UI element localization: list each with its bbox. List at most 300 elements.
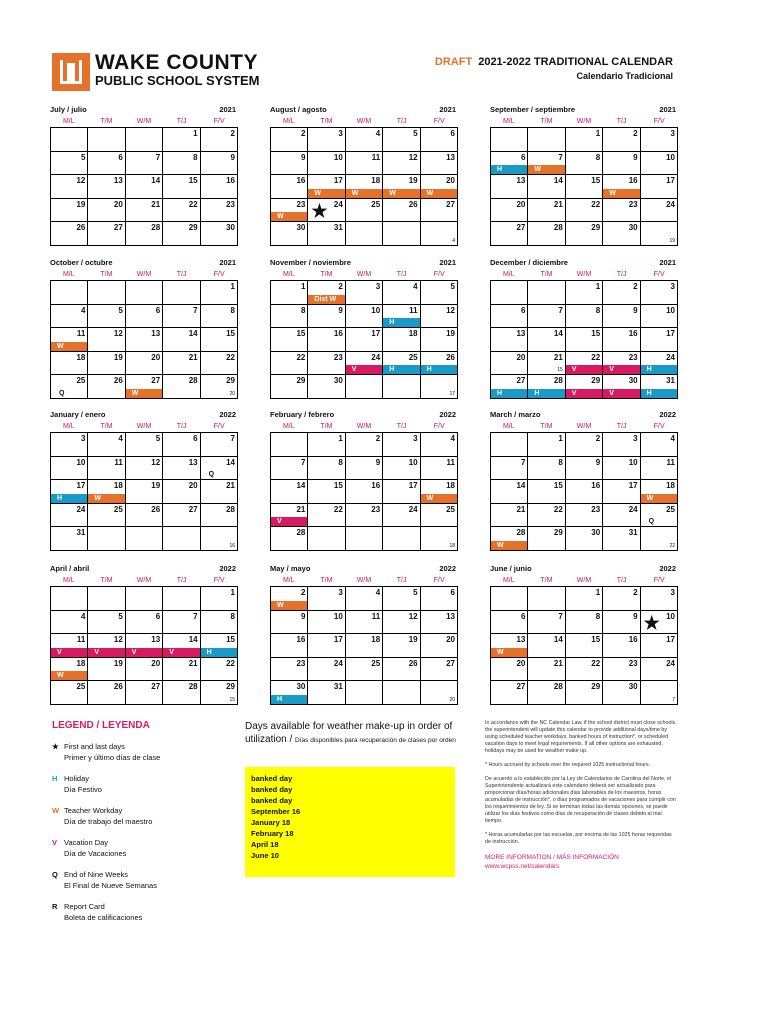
weekday-label: F/V	[653, 423, 665, 430]
day-number: 12	[408, 611, 418, 621]
day-cell	[383, 375, 420, 399]
day-number: 21	[188, 658, 198, 668]
day-cell	[491, 480, 528, 504]
day-cell	[308, 305, 345, 329]
day-number: 18	[666, 481, 675, 490]
legend-item	[52, 741, 232, 763]
day-cell	[491, 611, 528, 635]
weekday-label: T/J	[396, 271, 407, 278]
days-count: 19	[669, 237, 675, 244]
weather-makeup	[245, 720, 460, 877]
day-number: 16	[226, 176, 235, 185]
day-number: 23	[226, 199, 235, 209]
day-grid	[490, 280, 678, 399]
day-cell	[163, 281, 200, 305]
day-number: 21	[226, 481, 235, 490]
weekday-label: T/J	[396, 577, 407, 584]
weekday-label: W/M	[136, 271, 152, 278]
weekday-label: F/V	[653, 118, 665, 125]
note-3: De acuerdo a lo establecido por la Ley de Calendarios de Carolina del Norte, el Superintendente actualizará este calendario deberá ser actualizado para proporcionar días/horas adicionales días laborables de los maestros, horas acumuladas de instrucción*, o días programados de vacaciones para cumplir con los requerimientos de ley. Si se terminan todas las demás opciones, se puede utilizar los días festivos como días de recuperación de clases debido al mal tiempo.	[485, 776, 676, 824]
weekday-label: T/J	[396, 423, 407, 430]
day-type-tag: W	[421, 189, 457, 198]
day-cell	[163, 433, 200, 457]
day-number: 10	[666, 152, 675, 162]
day-cell	[421, 128, 458, 152]
day-number: 28	[516, 528, 526, 537]
day-cell	[491, 527, 528, 551]
day-cell	[163, 199, 200, 223]
day-number: 8	[338, 457, 343, 467]
day-cell	[421, 175, 458, 199]
day-number: 29	[591, 376, 601, 385]
day-cell	[528, 681, 565, 705]
day-cell	[346, 527, 383, 551]
day-cell	[271, 480, 308, 504]
month-name: March / marzo	[490, 410, 541, 419]
day-number: 16	[628, 329, 638, 338]
weather-day: January 18	[251, 818, 291, 827]
day-number: 21	[188, 352, 198, 362]
day-cell	[603, 328, 640, 352]
calendar-title	[435, 56, 673, 68]
day-cell	[566, 681, 603, 705]
day-cell	[566, 587, 603, 611]
weekday-label: F/V	[433, 577, 445, 584]
day-cell	[308, 433, 345, 457]
day-number: 8	[230, 305, 235, 315]
day-cell	[491, 457, 528, 481]
legend-item	[52, 805, 232, 827]
day-cell	[603, 504, 640, 528]
day-cell	[603, 634, 640, 658]
day-number: 11	[666, 457, 675, 467]
day-number: 16	[296, 176, 306, 185]
day-number: 26	[76, 223, 86, 232]
day-number: 11	[76, 635, 86, 644]
day-cell	[603, 128, 640, 152]
day-number: 3	[670, 588, 675, 597]
day-number: 21	[553, 658, 563, 668]
day-number: 24	[666, 352, 675, 362]
weekday-label: M/L	[62, 118, 75, 125]
weekday-label: T/J	[616, 423, 627, 430]
day-number: 14	[553, 329, 563, 338]
day-cell	[383, 457, 420, 481]
day-cell	[51, 681, 88, 705]
day-number: 23	[371, 504, 381, 514]
month-name: August / agosto	[270, 105, 327, 114]
weekday-label: W/M	[356, 118, 372, 125]
weekday-label: T/M	[540, 577, 553, 584]
org-title: WAKE COUNTY	[95, 51, 258, 74]
day-cell	[641, 457, 678, 481]
day-cell	[346, 587, 383, 611]
more-info	[485, 853, 678, 871]
weather-title-en: Days available for weather make-up in order of utilization /	[245, 721, 453, 745]
weekday-header	[490, 576, 678, 586]
weekday-label: W/M	[576, 118, 592, 125]
day-number: 17	[371, 329, 381, 338]
day-cell	[641, 305, 678, 329]
day-number: 8	[300, 305, 306, 315]
day-cell	[383, 480, 420, 504]
day-cell	[603, 175, 640, 199]
day-number: 14	[553, 635, 563, 644]
day-cell	[346, 199, 383, 223]
day-number: 27	[516, 682, 526, 691]
day-number: 24	[628, 504, 638, 514]
day-cell	[491, 681, 528, 705]
day-number: 15	[591, 176, 601, 185]
day-cell	[201, 199, 238, 223]
draft-label: DRAFT	[434, 56, 473, 68]
day-cell	[566, 375, 603, 399]
day-number: 20	[151, 658, 161, 668]
day-cell	[126, 504, 163, 528]
day-cell	[126, 328, 163, 352]
day-cell	[346, 681, 383, 705]
day-cell	[201, 222, 238, 246]
weekday-label: F/V	[653, 577, 665, 584]
day-number: 25	[113, 504, 123, 514]
weekday-label: T/M	[100, 118, 113, 125]
day-number: 25	[408, 352, 418, 362]
day-type-tag: V	[566, 389, 602, 398]
day-cell	[201, 527, 238, 551]
day-cell	[491, 305, 528, 329]
day-cell	[603, 457, 640, 481]
day-number: 12	[76, 176, 86, 185]
weekday-label: T/J	[616, 118, 627, 125]
month-calendar	[270, 105, 458, 246]
day-number: 28	[226, 504, 235, 514]
weekday-label: W/M	[356, 577, 372, 584]
day-cell	[88, 375, 125, 399]
day-cell	[383, 352, 420, 376]
day-number: 20	[113, 199, 123, 209]
day-number: 13	[113, 176, 123, 185]
day-cell	[271, 681, 308, 705]
month-calendar	[50, 564, 238, 705]
day-number: 22	[188, 199, 198, 209]
day-number: 29	[226, 376, 235, 385]
day-cell	[421, 658, 458, 682]
day-cell	[641, 681, 678, 705]
day-cell	[641, 152, 678, 176]
weekday-label: F/V	[433, 423, 445, 430]
day-cell	[566, 328, 603, 352]
month-year: 2021	[659, 105, 676, 114]
month-calendar	[490, 410, 678, 551]
day-cell	[603, 281, 640, 305]
day-number: 7	[520, 457, 526, 467]
day-number: 12	[446, 305, 455, 315]
legend-key: ★	[52, 742, 59, 751]
day-cell	[566, 352, 603, 376]
day-number: 24	[408, 504, 418, 514]
day-number: 5	[155, 434, 161, 443]
weather-day: banked day	[251, 785, 293, 794]
day-cell	[566, 504, 603, 528]
day-cell	[641, 527, 678, 551]
legend-label-es: Primer y último días de clase	[64, 753, 161, 762]
day-number: 12	[113, 329, 123, 338]
weekday-label: W/M	[356, 271, 372, 278]
day-number: 7	[558, 305, 563, 315]
day-cell	[603, 305, 640, 329]
day-cell	[308, 375, 345, 399]
day-cell	[421, 527, 458, 551]
day-number: 20	[446, 635, 455, 644]
day-cell	[88, 352, 125, 376]
day-number: 18	[76, 658, 86, 668]
weekday-header	[50, 117, 238, 127]
day-number: 19	[408, 635, 418, 644]
day-number: 14	[151, 176, 161, 185]
day-type-tag: V	[603, 389, 639, 398]
day-number: 28	[553, 682, 563, 691]
day-cell	[421, 222, 458, 246]
day-cell	[126, 611, 163, 635]
legend-items	[52, 741, 232, 923]
day-number: 7	[193, 305, 198, 315]
day-cell	[88, 504, 125, 528]
day-number: 5	[80, 152, 86, 162]
day-number: 24	[371, 352, 381, 362]
day-cell	[346, 433, 383, 457]
end-of-nine-weeks-marker: Q	[648, 518, 655, 525]
day-cell	[566, 527, 603, 551]
weekday-label: T/M	[100, 271, 113, 278]
day-cell	[528, 587, 565, 611]
day-number: 8	[230, 611, 235, 621]
day-grid	[490, 127, 678, 246]
day-number: 19	[113, 658, 123, 668]
day-number: 9	[375, 457, 381, 467]
day-cell	[346, 222, 383, 246]
month-header	[270, 105, 458, 117]
day-number: 22	[591, 352, 601, 362]
weekday-label: T/J	[176, 118, 187, 125]
day-cell	[641, 199, 678, 223]
days-count: 17	[449, 390, 455, 397]
day-number: 17	[76, 481, 86, 490]
day-number: 29	[296, 376, 306, 385]
day-number: 15	[296, 329, 306, 338]
legend-label-en: First and last days	[64, 742, 125, 751]
day-number: 30	[296, 682, 306, 691]
day-cell	[528, 527, 565, 551]
day-number: 15	[553, 481, 563, 490]
day-cell	[201, 504, 238, 528]
day-type-tag: H	[51, 494, 87, 503]
day-number: 4	[375, 129, 381, 138]
wcpss-logo	[52, 53, 90, 91]
day-number: 12	[151, 457, 161, 467]
day-cell	[528, 611, 565, 635]
day-number: 20	[516, 352, 526, 362]
day-number: 8	[193, 152, 198, 162]
day-number: 18	[371, 176, 381, 185]
day-number: 6	[155, 611, 161, 621]
day-number: 10	[333, 611, 343, 621]
day-number: 21	[553, 352, 563, 362]
day-cell	[88, 222, 125, 246]
day-number: 17	[333, 176, 343, 185]
weekday-label: T/M	[540, 271, 553, 278]
day-cell	[88, 281, 125, 305]
day-number: 2	[633, 588, 638, 597]
day-number: 4	[375, 588, 381, 597]
day-cell	[308, 634, 345, 658]
day-cell	[308, 222, 345, 246]
month-year: 2022	[439, 564, 456, 573]
weekday-header	[270, 576, 458, 586]
day-number: 26	[151, 504, 161, 514]
day-number: 25	[76, 682, 86, 691]
day-cell	[271, 199, 308, 223]
day-cell	[528, 175, 565, 199]
day-cell	[51, 199, 88, 223]
day-type-tag: W	[528, 165, 564, 174]
weekday-label: T/J	[616, 271, 627, 278]
weekday-header	[270, 270, 458, 280]
day-cell	[201, 681, 238, 705]
day-type-tag: W	[126, 389, 162, 398]
day-number: 22	[226, 658, 235, 668]
weekday-label: M/L	[62, 271, 75, 278]
calendar-notes	[485, 720, 678, 871]
star-icon: ★	[311, 200, 328, 221]
day-number: 14	[188, 635, 198, 644]
day-cell	[51, 152, 88, 176]
month-year: 2022	[219, 410, 236, 419]
day-cell	[528, 328, 565, 352]
weekday-label: F/V	[433, 118, 445, 125]
month-name: September / septiembre	[490, 105, 576, 114]
day-number: 24	[333, 658, 343, 668]
day-type-tag: W	[51, 671, 87, 680]
day-number: 23	[296, 199, 306, 209]
day-cell	[163, 175, 200, 199]
weekday-label: T/M	[320, 271, 333, 278]
day-cell	[383, 611, 420, 635]
day-cell	[421, 433, 458, 457]
day-cell	[528, 199, 565, 223]
day-cell	[603, 152, 640, 176]
day-cell	[491, 352, 528, 376]
day-cell	[346, 175, 383, 199]
day-cell	[421, 587, 458, 611]
month-calendar	[490, 105, 678, 246]
day-cell	[528, 658, 565, 682]
day-number: 28	[188, 682, 198, 691]
day-cell	[126, 457, 163, 481]
day-cell	[383, 222, 420, 246]
day-number: 13	[516, 329, 526, 338]
day-cell	[126, 222, 163, 246]
day-number: 1	[595, 129, 601, 138]
weekday-label: W/M	[576, 577, 592, 584]
day-number: 19	[446, 329, 455, 338]
weekday-label: F/V	[213, 271, 225, 278]
day-number: 3	[80, 434, 86, 443]
weekday-label: T/M	[540, 118, 553, 125]
day-number: 9	[230, 152, 235, 162]
day-cell	[308, 527, 345, 551]
day-cell	[641, 328, 678, 352]
day-cell	[491, 634, 528, 658]
day-cell	[88, 634, 125, 658]
day-type-tag: W	[88, 494, 124, 503]
day-number: 30	[296, 223, 306, 232]
day-number: 17	[408, 481, 418, 490]
day-number: 24	[76, 504, 86, 514]
day-cell	[51, 611, 88, 635]
day-number: 23	[628, 352, 638, 362]
day-cell	[566, 457, 603, 481]
day-number: 13	[446, 611, 455, 621]
more-info-link[interactable]: www.wcpss.net/calendars	[485, 863, 560, 870]
days-count: 15	[557, 367, 563, 373]
day-cell	[163, 375, 200, 399]
day-number: 6	[193, 434, 198, 443]
day-grid	[50, 586, 238, 705]
day-cell	[51, 634, 88, 658]
day-cell	[271, 328, 308, 352]
weekday-label: F/V	[213, 423, 225, 430]
day-number: 16	[333, 329, 343, 338]
days-count: 4	[452, 237, 455, 244]
day-number: 18	[408, 329, 418, 338]
day-cell	[641, 175, 678, 199]
day-cell	[346, 128, 383, 152]
day-cell	[421, 152, 458, 176]
day-number: 14	[516, 481, 526, 490]
day-number: 23	[628, 658, 638, 668]
weekday-label: W/M	[356, 423, 372, 430]
day-cell	[88, 328, 125, 352]
legend-item	[52, 773, 232, 795]
day-type-tag: W	[51, 342, 87, 351]
day-cell	[88, 611, 125, 635]
day-cell	[308, 457, 345, 481]
day-cell	[421, 199, 458, 223]
day-cell	[88, 199, 125, 223]
day-number: 1	[230, 588, 235, 597]
day-cell	[163, 527, 200, 551]
day-cell	[346, 504, 383, 528]
month-header	[50, 564, 238, 576]
legend-key: V	[52, 838, 58, 847]
day-number: 31	[333, 682, 343, 691]
day-number: 23	[591, 504, 601, 514]
day-cell	[308, 281, 345, 305]
day-type-tag: H	[641, 365, 677, 374]
day-number: 14	[188, 329, 198, 338]
end-of-nine-weeks-marker: Q	[208, 471, 215, 478]
day-number: 30	[591, 528, 601, 537]
day-type-tag: Dist W	[308, 295, 344, 304]
day-number: 15	[188, 176, 198, 185]
day-grid	[50, 127, 238, 246]
day-type-tag: V	[163, 648, 199, 657]
day-number: 8	[595, 305, 601, 315]
day-cell	[271, 305, 308, 329]
day-cell	[603, 352, 640, 376]
day-cell	[126, 281, 163, 305]
more-info-label: MORE INFORMATION / MÁS INFORMACIÓN	[485, 854, 619, 861]
